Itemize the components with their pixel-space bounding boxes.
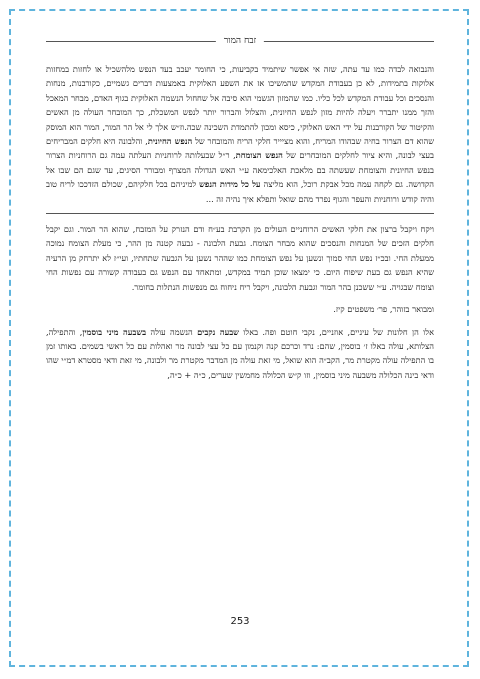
text-run: והנבואה לבדה כמו עד עתה, שזה אי אפשר שיתמיד בקביעות, כי החומר יעכב בעד הנפש מלהשכיל או לחזות במחזות אלוקות בתמידות, לא כן בעבודת המקדש שהמשיכו אז את השפע האלוקית באמצעות דברים גשמיים, כקורבנות, מנחות והנסכים וכל עבודת המקדש לכל כליו. כמו שהמזון הגשמי הוא סיבה אל שחחול הנשמה האלוקית בגוף האדם, מבחר המאכל והזך ממנו יתברר ויעלה להיות מזון לנפש החיונית, והצלול והברור יותר לנפש המשכלת, כך המובחר העולה מן האשים והקיטור של הקורבנות על ידי האש האלוקי, כיסא ומכון להתמדת השכינה שכה. (46, 64, 434, 132)
text-run: , ר״ל שבעלותה לרוחניות העלתה עמה גם הרוחניות הצרור בנפש החיונית והצומחת שעשתה בם מלאכת האלכימאה ע״י האש הגדולה המצרף ומבורר הסיגים, עד שגם הם שבו אל הקדושה. גם לקחה עמה מכל אבקת רוכל, הוא מליצה (46, 150, 434, 190)
bold-phrase: הנפש הצומחת (235, 150, 283, 161)
text-run: , והתפילה, הצלותא, עולה באלו ז׳ בוסמין, שהם: נרד וכרכם קנה וקנמון עם כל עצי לבונה מר ואהלות עם כל ראשי בשמים. באותו זמן בו התפילה עולה מקטרת מר, הקב״ה הוא שואל, מי זאת עולה מן המדבר מקטרת מר ולבונה, מי זאת ודאי מסטרא דמ״י שהו ודאי בינה הכלולה משבעה מיני בוסמין, וזו ק״ש הכלולה מחמשין שערים, כ״ה + כ״ה, (46, 326, 434, 380)
header-title: זבח המור (216, 34, 264, 48)
book-page (46, 34, 434, 382)
running-header (46, 34, 434, 48)
bold-phrase: בשבעה מיני בוסמין (82, 326, 147, 337)
text-run: ויקח ויקבל ברצון את חלקי האשים הרוחניים העולים מן הקרבת בע״ח ודם הנזרק על המזבח, שהוא הר המור. וגם יקבל חלקים הזכים של המנחות והנסכים שהוא מבחר הצומח. גבעת הלבונה - גבעה קטנה מן ההר, כי מעלת הצומח נמוכה ממעלת החי. ובכ״ז נפש החי סמוך ונשען על נפש הצומחת כמו שההר נשען על הגבעה שתחתיו, ועי״ז לא יתרחק מן הרעיה שהיא הנפש גם בעת שיפוח היום. כי ימצאו שוכן תמיד במקדש, ומתאחד עם הנפש גם בעבודה קשורה עם נפשות החי וצומח שבגויה. ע״י ששכנן בהר המור וגבעת הלבונה, ויקבל ריח ניחוח גם מנפשות הנתלות בחומר. (46, 224, 434, 292)
bold-phrase: הנפש החיונית (147, 136, 193, 147)
paragraph-2 (46, 222, 434, 294)
bold-phrase: שבעה נקבים (197, 326, 239, 337)
paragraph-divider (46, 213, 434, 214)
page-number: 253 (230, 616, 250, 627)
text-run: למיניהם בכל חלקיהם, שכולם הזדככו לריח טוב והיה קודש ורוחניות והעפר והגוף נפרד מהם שואל ותפלא איך נהיה זה ... (46, 179, 434, 204)
paragraph-4 (46, 325, 434, 383)
paragraph-3 (46, 302, 434, 316)
text-run: וז״ש אלך לי אל הר המור, המור הוא המוסק שהוא דם הצרור בחיה שבהודו המריח, והוא מציייר חלקי הריח והמובחר של (46, 121, 435, 147)
text-run: ומבואר בזוהר, פר׳ משפטים קיז. (333, 304, 434, 315)
text-run: הנשמה עולה (146, 326, 198, 337)
bold-phrase: על כל מידות הנפש (199, 179, 261, 190)
text-run: , והלבונה היא חלקים המבריחים בעצי לבונה, והיא ציור לחלקים המובחרים של (46, 136, 434, 161)
text-run: אלו הן חלונות של עיניים, אוזניים, נקבי חוטם ופה. באלו (238, 326, 435, 337)
paragraph-1 (46, 62, 434, 206)
